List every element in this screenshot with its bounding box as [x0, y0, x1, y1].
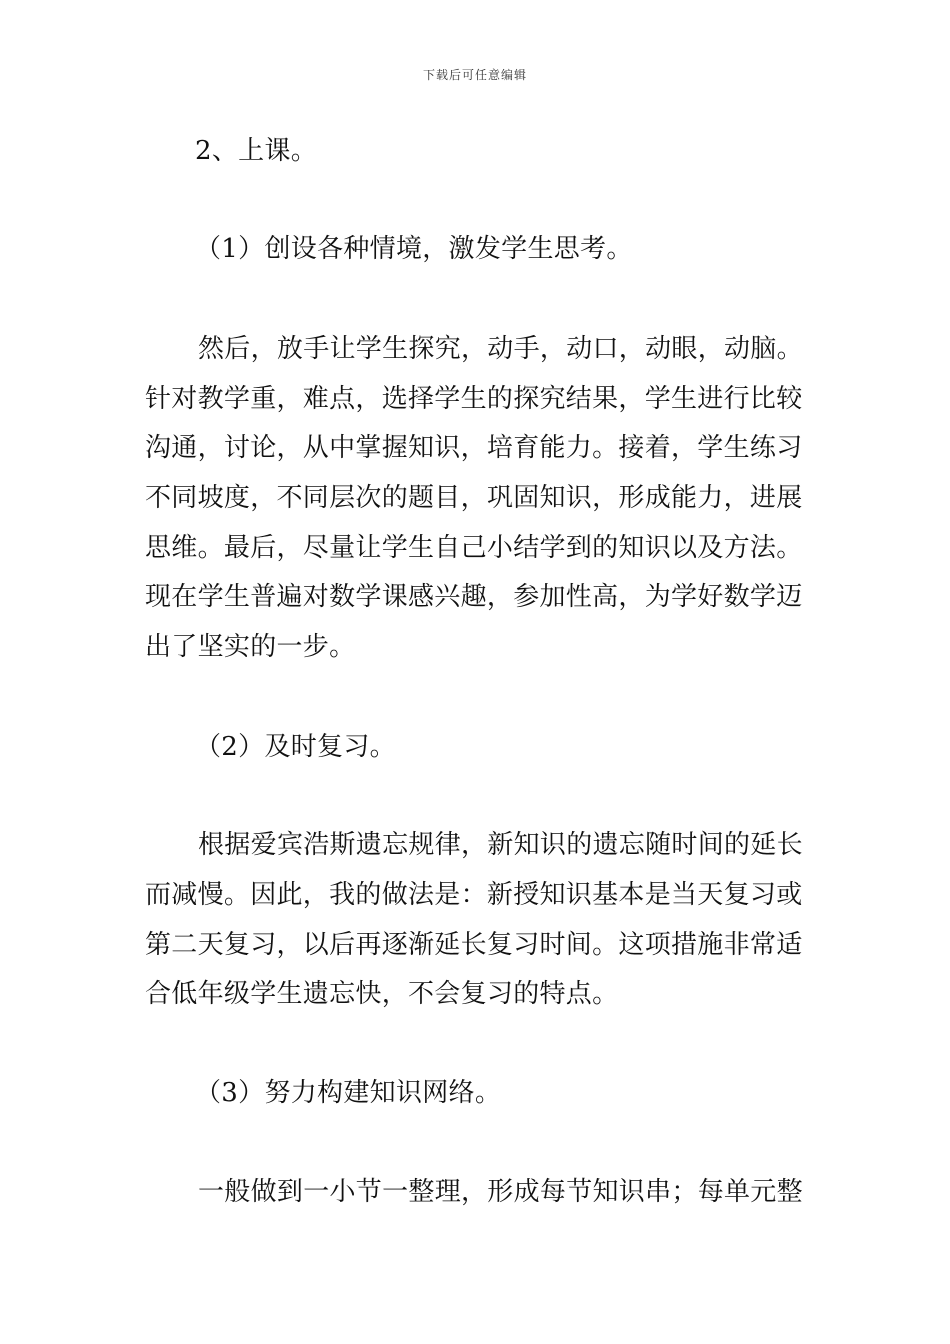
subheading-3: （3）努力构建知识网络。	[195, 1078, 502, 1108]
paragraph-line: 根据爱宾浩斯遗忘规律，新知识的遗忘随时间的延长	[198, 830, 803, 860]
paragraph-line: 针对教学重，难点，选择学生的探究结果，学生进行比较	[145, 384, 803, 414]
paragraph-line: 沟通，讨论，从中掌握知识，培育能力。接着，学生练习	[145, 433, 803, 463]
paragraph-line: 然后，放手让学生探究，动手，动口，动眼，动脑。	[198, 334, 803, 364]
paragraph-line: 而减慢。因此，我的做法是：新授知识基本是当天复习或	[145, 880, 803, 910]
section-heading-2: 2、上课。	[195, 136, 318, 166]
paragraph-line: 第二天复习，以后再逐渐延长复习时间。这项措施非常适	[145, 930, 803, 960]
paragraph-line: 思维。最后，尽量让学生自己小结学到的知识以及方法。	[145, 533, 803, 563]
paragraph-line: 合低年级学生遗忘快，不会复习的特点。	[145, 979, 619, 1009]
subheading-1: （1）创设各种情境，激发学生思考。	[195, 234, 633, 264]
subheading-2: （2）及时复习。	[195, 732, 396, 762]
paragraph-line: 现在学生普遍对数学课感兴趣，参加性高，为学好数学迈	[145, 582, 803, 612]
paragraph-line: 一般做到一小节一整理，形成每节知识串；每单元整	[198, 1177, 803, 1207]
paragraph-line: 不同坡度，不同层次的题目，巩固知识，形成能力，进展	[145, 483, 803, 513]
header-note: 下载后可任意编辑	[422, 68, 527, 82]
paragraph-line: 出了坚实的一步。	[145, 632, 356, 662]
